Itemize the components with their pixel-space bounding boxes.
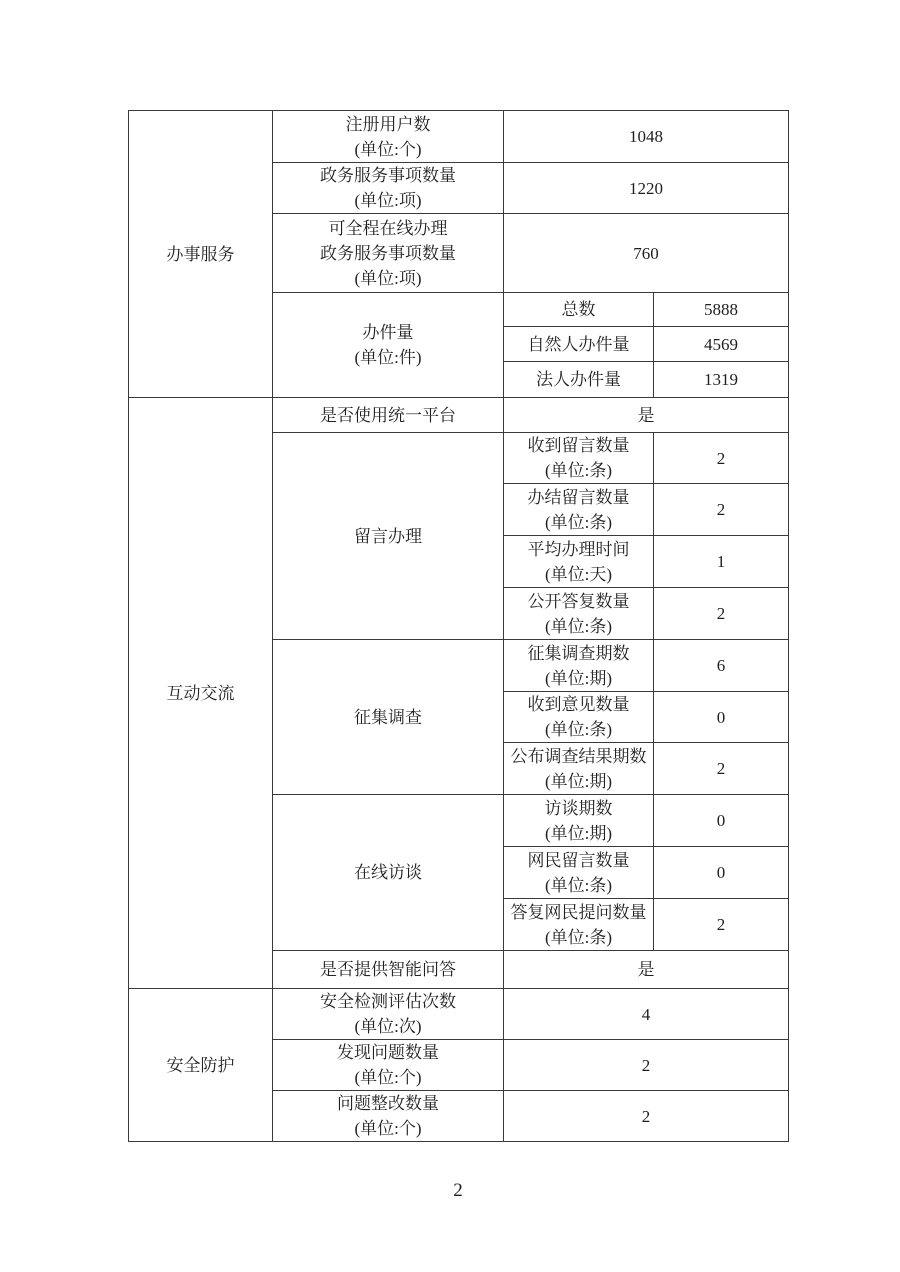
- value-netizen-messages: 0: [654, 847, 789, 899]
- category-cell-security: 安全防护: [129, 989, 273, 1142]
- value-messages-completed: 2: [654, 484, 789, 536]
- metric-unit: (单位:天): [544, 564, 613, 584]
- metric-label: 可全程在线办理: [328, 218, 448, 238]
- metric-unit: (单位:期): [544, 823, 613, 843]
- sublabel-case-natural-person: 自然人办件量: [504, 327, 654, 362]
- metric-unit: (单位:条): [544, 875, 613, 895]
- metric-full-online-items: [273, 214, 504, 293]
- value-registered-users: 1048: [504, 111, 789, 163]
- metric-problems-fixed: [273, 1091, 504, 1142]
- metric-unit: (单位:个): [354, 1119, 422, 1138]
- metric-label: 办件量: [362, 323, 414, 342]
- value-survey-periods: 6: [654, 640, 789, 692]
- metric-smart-qa: 是否提供智能问答: [273, 951, 504, 989]
- value-questions-answered: 2: [654, 899, 789, 951]
- value-gov-service-items: 1220: [504, 163, 789, 214]
- metric-label: 收到意见数量: [527, 695, 630, 714]
- value-case-total: 5888: [654, 293, 789, 327]
- metric-label: 问题整改数量: [337, 1094, 439, 1113]
- metric-security-assessments: [273, 989, 504, 1040]
- metric-opinions-received: [504, 692, 654, 743]
- value-avg-handling-time: 1: [654, 536, 789, 588]
- metric-unit: (单位:条): [544, 927, 613, 947]
- metric-label: 公布调查结果期数: [510, 746, 647, 766]
- subcategory-online-interview: 在线访谈: [273, 795, 504, 951]
- metric-unit: (单位:件): [354, 348, 422, 367]
- metric-unit: (单位:个): [354, 139, 422, 159]
- metric-gov-service-items: [273, 163, 504, 214]
- metric-unit: (单位:条): [544, 616, 613, 636]
- metric-label: 政务服务事项数量: [320, 166, 456, 185]
- value-security-assessments: 4: [504, 989, 789, 1040]
- metric-messages-received: [504, 433, 654, 484]
- metric-unit: (单位:条): [544, 461, 613, 480]
- metric-label: 发现问题数量: [337, 1043, 439, 1062]
- metric-survey-results-published: [504, 743, 654, 795]
- value-problems-fixed: 2: [504, 1091, 789, 1142]
- value-unified-platform: 是: [504, 398, 789, 433]
- metric-problems-found: [273, 1040, 504, 1091]
- metric-label: 平均办理时间: [527, 539, 630, 559]
- metric-survey-periods: [504, 640, 654, 692]
- metric-unit: (单位:次): [354, 1017, 422, 1036]
- metric-questions-answered: [504, 899, 654, 951]
- value-messages-received: 2: [654, 433, 789, 484]
- page-number: 2: [453, 1180, 463, 1201]
- metric-label: 收到留言数量: [527, 436, 630, 455]
- metric-registered-users: [273, 111, 504, 163]
- metric-netizen-messages: [504, 847, 654, 899]
- metric-label: 公开答复数量: [527, 591, 630, 611]
- metric-label: 征集调查期数: [527, 643, 630, 663]
- metric-label: 安全检测评估次数: [320, 992, 456, 1011]
- metric-messages-completed: [504, 484, 654, 536]
- sublabel-case-legal-person: 法人办件量: [504, 362, 654, 398]
- metric-label: 答复网民提问数量: [510, 902, 647, 922]
- subcategory-survey-collection: 征集调查: [273, 640, 504, 795]
- value-case-natural-person: 4569: [654, 327, 789, 362]
- category-cell-service: 办事服务: [129, 111, 273, 398]
- sublabel-case-total: 总数: [504, 293, 654, 327]
- metric-label: 办结留言数量: [527, 487, 630, 507]
- metric-label: 访谈期数: [544, 798, 613, 818]
- value-problems-found: 2: [504, 1040, 789, 1091]
- value-survey-results-published: 2: [654, 743, 789, 795]
- metric-unit: (单位:期): [544, 668, 613, 688]
- metric-unit: (单位:项): [354, 268, 422, 288]
- metric-unit: (单位:个): [354, 1068, 422, 1087]
- value-case-legal-person: 1319: [654, 362, 789, 398]
- metric-public-replies: [504, 588, 654, 640]
- value-full-online-items: 760: [504, 214, 789, 293]
- value-public-replies: 2: [654, 588, 789, 640]
- metric-interview-periods: [504, 795, 654, 847]
- metric-unified-platform: 是否使用统一平台: [273, 398, 504, 433]
- metric-unit: (单位:条): [544, 512, 613, 532]
- metric-unit: (单位:条): [544, 720, 613, 739]
- annual-report-table: [128, 110, 789, 1142]
- value-opinions-received: 0: [654, 692, 789, 743]
- metric-label: 注册用户数: [345, 114, 431, 134]
- metric-unit: (单位:项): [354, 191, 422, 210]
- metric-case-volume: [273, 293, 504, 398]
- subcategory-message-handling: 留言办理: [273, 433, 504, 640]
- metric-unit: (单位:期): [544, 771, 613, 791]
- value-smart-qa: 是: [504, 951, 789, 989]
- category-cell-interaction: 互动交流: [129, 398, 273, 989]
- metric-label: 网民留言数量: [527, 850, 630, 870]
- metric-avg-handling-time: [504, 536, 654, 588]
- value-interview-periods: 0: [654, 795, 789, 847]
- metric-label: 政务服务事项数量: [320, 243, 456, 263]
